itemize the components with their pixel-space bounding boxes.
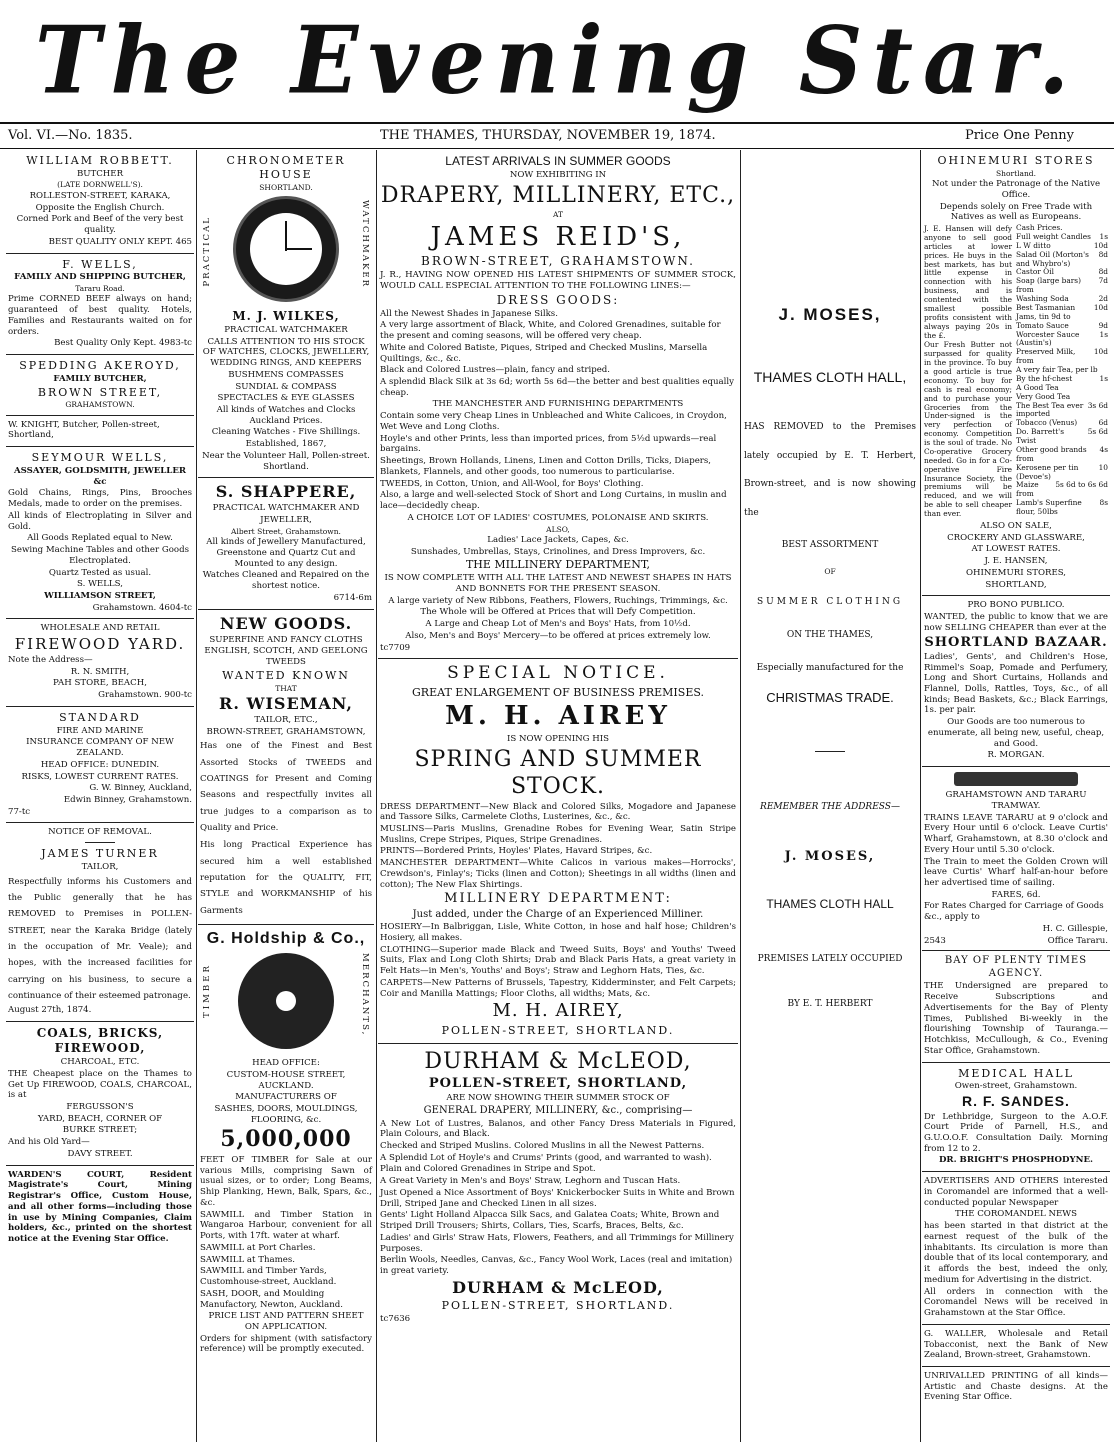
price-row: A Good Tea: [1016, 382, 1059, 392]
ad-coromandel-news: ADVERTISERS AND OTHERS interested in Coromandel are informed that a well-conducted popular Newspaper THE COROMANDEL NEWS has been started in that district at the earnest request of the bulk of the inhabitants. Its circulation is more than double that of its local contemporary, and it affords the best, indeed the only, medium for Advertising in the district. All orders in connection with the Coromandel News will be received in Grahamstown at the Star Office.: [922, 1172, 1110, 1325]
ad-printing: UNRIVALLED PRINTING of all kinds—Artistic and Chaste designs. At the Evening Star Office.: [924, 1370, 1108, 1403]
price-list: [1016, 224, 1108, 520]
price-row: Very Good Tea: [1016, 391, 1071, 401]
tram-icon: [954, 772, 1078, 786]
price-row: Full weight Candles 1s: [1016, 231, 1108, 241]
price-row: L W ditto 10d: [1016, 240, 1108, 250]
price-row: Lamb's Superfine flour, 50lbs 8s: [1016, 498, 1108, 517]
ad-fergusson-coals: COALS, BRICKS, FIREWOOD, CHARCOAL, ETC. THE Cheapest place on the Thames to Get Up FIREWOOD, COALS, CHARCOAL, is at FERGUSSON'S YARD, BEACH, CORNER OF BURKE STREET; And his Old Yard— DAVY STREET.: [6, 1022, 194, 1166]
price: Price One Penny: [964, 128, 1074, 143]
price-row: Cash Prices.: [1016, 223, 1063, 233]
ad-wiseman-tailor: NEW GOODS. SUPERFINE AND FANCY CLOTHS ENGLISH, SCOTCH, AND GEELONG TWEEDS WANTED KNOWN THAT R. WISEMAN, TAILOR, ETC., BROWN-STREET, GRAHAMSTOWN, Has one of the Finest and Best Assorted Stocks of TWEEDS and COATINGS for Present and Coming Seasons and respectfully invites all true judges to a comparison as to Quality and Price. His long Practical Experience has secured him a well established reputation for the QUALITY, FIT, STYLE and WORKMANSHIP of his Garments: [198, 610, 374, 925]
ad-shappere: S. SHAPPERE, PRACTICAL WATCHMAKER AND JEWELLER, Albert Street, Grahamstown. All kinds of Jewellery Manufactured, Greenstone and Quartz Cut and Mounted to any design. Watches Cleaned and Repaired on the shortest notice. 6714-6m: [198, 478, 374, 609]
price-row: Tomato Sauce 9d: [1016, 320, 1108, 330]
clock-icon: [233, 196, 339, 302]
column-1: [6, 150, 194, 1442]
column-5: [922, 150, 1110, 1442]
ad-turner-tailor: NOTICE OF REMOVAL. JAMES TURNER TAILOR, Respectfully informs his Customers and the Public generally that he has REMOVED to Premises in POLLEN-STREET, near the Karaka Bridge (lately in the occupation of Mr. Veale); and hopes, with the increased facilities for carrying on his business, to secure a continuance of their esteemed patronage. August 27th, 1874.: [6, 823, 194, 1022]
ad-waller-tobacconist: G. WALLER, Wholesale and Retail Tobacconist, next the Bank of New Zealand, Brown-street, Grahamstown.: [922, 1325, 1110, 1367]
ad-shortland-bazaar: PRO BONO PUBLICO. WANTED, the public to know that we are now SELLING CHEAPER than ever at the SHORTLAND BAZAAR. Ladies', Gents', and Children's Hose, Rimmel's Soap, Pomade and Perfumery, Long and Short Curtains, Hollands and Flannel, Dolls, Rattles, Toys, &c., of all kinds; Bead Baskets, &c.; Black Earrings, 1s. per pair. Our Goods are too numerous to enumerate, all being new, useful, cheap, and Good. R. MORGAN.: [922, 596, 1110, 767]
price-row: The Best Tea ever imported 3s 6d: [1016, 400, 1108, 419]
ad-standard-insurance: STANDARD FIRE AND MARINE INSURANCE COMPANY OF NEW ZEALAND. HEAD OFFICE: DUNEDIN. RISKS, LOWEST CURRENT RATES. G. W. Binney, Auckland, Edwin Binney, Grahamstown. 77-tc: [6, 707, 194, 824]
masthead-title: The Evening Star.: [35, 5, 1079, 115]
ad-airey: SPECIAL NOTICE. GREAT ENLARGEMENT OF BUSINESS PREMISES. M. H. AIREY IS NOW OPENING HIS SPRING AND SUMMER STOCK. DRESS DEPARTMENT—New Black and Colored Silks, Mogadore and Japanese and Tassore Silks, Carmelete Cloths, Lusterines, &c., &c. MUSLINS—Paris Muslins, Grenadine Robes for Evening Wear, Satin Stripe Muslins, Crepe Stripes, Piques, Stripe Grenadines. PRINTS—Bordered Prints, Hoyles' Plates, Havard Stripes, &c. MANCHESTER DEPARTMENT—White Calicos in various makes—Horrocks', Crewdson's, Finlay's; Ticks (linen and Cotton); Sheetings in all widths (linen and cotton); The New Flax Shirtings. MILLINERY DEPARTMENT: Just added, under the Charge of an Experienced Milliner. HOSIERY—In Balbriggan, Lisle, White Cotton, in hose and half hose; Children's Hosiery, all makes. CLOTHING—Superior made Black and Tweed Suits, Boys' and Youths' Tweed Suits, Flax and Long Cloth Shirts; Drab and Black Paris Hats, a great variety in Felt Hats—in Men's, Youths' and Boys'; Straw and Leghorn Hats, Ties, &c. CARPETS—New Patterns of Brussels, Tapestry, Kidderminster, and Felt Carpets; Coir and Manilla Mattings; Floor Cloths, all widths; Mats, &c. M. H. AIREY, POLLEN-STREET, SHORTLAND.: [378, 659, 738, 1043]
ad-akeroyd: SPEDDING AKEROYD, FAMILY BUTCHER, BROWN STREET, GRAHAMSTOWN.: [6, 355, 194, 416]
ad-tramway: GRAHAMSTOWN AND TARARU TRAMWAY. TRAINS LEAVE TARARU at 9 o'clock and Every Hour until 6 o'clock. Leave Curtis' Wharf, Grahamstown, at 8.30 o'clock and Every Hour until 5.30 o'clock. The Train to meet the Golden Crown will leave Curtis' Wharf half-an-hour before her advertised time of sailing. FARES, 6d. For Rates Charged for Carriage of Goods &c., apply to H. C. Gillespie, 2543 Office Tararu.: [922, 767, 1110, 951]
price-row: Washing Soda 2d: [1016, 294, 1108, 304]
ad-wilkes-watchmaker: CHRONOMETER HOUSE SHORTLAND. PRACTICAL WATCHMAKER M. J. WILKES, PRACTICAL WATCHMAKER CALLS ATTENTION TO HIS STOCK OF WATCHES, CLOCKS, JEWELLERY, WEDDING RINGS, AND KEEPERS BUSHMENS COMPASSES SUNDIAL & COMPASS SPECTACLES & EYE GLASSES All kinds of Watches and Clocks Auckland Prices. Cleaning Watches - Five Shillings. Established, 1867, Near the Volunteer Hall, Pollen-street. Shortland.: [198, 150, 374, 478]
column-3: [378, 150, 738, 1442]
ad-seymour-wells: SEYMOUR WELLS, ASSAYER, GOLDSMITH, JEWELLER &c Gold Chains, Rings, Pins, Brooches Medals, made to order on the premises. All kinds of Electroplating in Silver and Gold. All Goods Replated equal to New. Sewing Machine Tables and other Goods Electroplated. Quartz Tested as usual. S. WELLS, WILLIAMSON STREET, Grahamstown. 4604-tc: [6, 447, 194, 619]
ad-wardens-court: WARDEN'S COURT, Resident Magistrate's Court, Mining Registrar's Office, Custom House, and all other forms—including those in use by Mining Companies, Claim holders, &c., printed on the shortest notice at the Evening Star Office.: [8, 1169, 192, 1245]
price-row: A very fair Tea, per lb: [1016, 365, 1098, 375]
ad-firewood-yard: WHOLESALE AND RETAIL FIREWOOD YARD. Note the Address— R. N. SMITH, PAH STORE, BEACH, Grahamstown. 900-tc: [6, 619, 194, 706]
price-row: Maize from 5s 6d to 6s 6d: [1016, 480, 1108, 499]
ad-moses-cloth-hall: J. MOSES, THAMES CLOTH HALL, HAS REMOVED to the Premises lately occupied by E. T. Herbert, Brown-street, and is now showing the BEST ASSORTMENT OF SUMMER CLOTHING ON THE THAMES, Especially manufactured for the CHRISTMAS TRADE. REMEMBER THE ADDRESS— J. MOSES, THAMES CLOTH HALL PREMISES LATELY OCCUPIED BY E. T. HERBERT: [744, 305, 916, 1010]
price-row: Worcester Sauce (Austin's) 1s: [1016, 329, 1108, 348]
price-row: Best Tasmanian Jams, tin 9d to 10d: [1016, 302, 1108, 321]
price-row: By the hf-chest 1s: [1016, 373, 1108, 383]
ad-ohinemuri-stores: OHINEMURI STORES Shortland. Not under the Patronage of the Native Office. Depends solely on Free Trade with Natives as well as Europeans. J. E. Hansen will defy anyone to sell good articles at lower prices. He buys in the best markets, has but little expense in connection with his business, and is contented with the smallest possible profits consistent with always paying 20s in the £. Our Fresh Butter not surpassed for quality in the province. To buy a good article is true economy. To buy for cash is real economy; and to purchase your Groceries from the Under-signed is the very perfection of economy. Competition is the soul of trade. No Co-operative Grocery needed. Go in for a Co-operative Fire Insurance Society, the premiums will be reduced, and we will be able to sell cheaper than ever. Cash Prices. Full weight Candles 1s L W ditto 10d Salad Oil (Morton's and Whybro's) 8d Castor Oil 8d Soap (large bars) from 7d Washing Soda 2d Best Tasmanian Jams, tin 9d to 10d Tomato Sauce 9d Worcester Sauce (Austin's) 1s Preserved Milk, from 10d A very fair Tea, per lb By the hf-chest 1s A Good Tea Very Good Tea The Best Tea ever imported 3s 6d Tobacco (Venus) 6d Do. Barrett's Twist 5s 6d Other good brands from 4s Kerosene per tin (Devoe's) 10 Maize from 5s 6d to 6s 6d Lamb's Superfine flour, 50lbs 8s ALSO ON SALE, CROCKERY AND GLASSWARE, AT LOWEST RATES. J. E. HANSEN, OHINEMURI STORES, SHORTLAND,: [922, 150, 1110, 596]
ad-james-reid: LATEST ARRIVALS IN SUMMER GOODS NOW EXHIBITING IN DRAPERY, MILLINERY, ETC., AT JAMES REID'S, BROWN-STREET, GRAHAMSTOWN. J. R., HAVING NOW OPENED HIS LATEST SHIPMENTS OF SUMMER STOCK, WOULD CALL ESPECIAL ATTENTION TO THE FOLLOWING LINES:— DRESS GOODS: All the Newest Shades in Japanese Silks. A very large assortment of Black, White, and Colored Grenadines, suitable for the present and coming seasons, will be offered very cheap. White and Colored Batiste, Piques, Striped and Checked Muslins, Marsella Quiltings, &c., &c. Black and Colored Lustres—plain, fancy and striped. A splendid Black Silk at 3s 6d; worth 5s 6d—the better and best qualities equally cheap. THE MANCHESTER AND FURNISHING DEPARTMENTS Contain some very Cheap Lines in Unbleached and White Calicoes, in Croydon, Wet Weve and Long Cloths. Hoyle's and other Prints, less than imported prices, from 5½d upwards—real bargains. Sheetings, Brown Hollands, Linens, Linen and Cotton Drills, Ticks, Diapers, Blankets, Flannels, and other goods, too numerous to particularise. TWEEDS, in Cotton, Union, and All-Wool, for Boys' Clothing. Also, a large and well-selected Stock of Short and Long Curtains, in muslin and lace—decidedly cheap. A CHOICE LOT OF LADIES' COSTUMES, POLONAISE AND SKIRTS. ALSO, Ladies' Lace Jackets, Capes, &c. Sunshades, Umbrellas, Stays, Crinolines, and Dress Improvers, &c. THE MILLINERY DEPARTMENT, IS NOW COMPLETE WITH ALL THE LATEST AND NEWEST SHAPES IN HATS AND BONNETS FOR THE PRESENT SEASON. A large variety of New Ribbons, Feathers, Flowers, Ruchings, Trimmings, &c. The Whole will be Offered at Prices that will Defy Competition. A Large and Cheap Lot of Men's and Boys' Hats, from 10½d. Also, Men's and Boys' Mercery—to be offered at prices extremely low. tc7709: [378, 150, 738, 659]
volume-number: Vol. VI.—No. 1835.: [8, 128, 133, 143]
place-date: THE THAMES, THURSDAY, NOVEMBER 19, 1874.: [380, 128, 716, 143]
price-row: Preserved Milk, from 10d: [1016, 347, 1108, 366]
ad-wells-butcher: F. WELLS, FAMILY AND SHIPPING BUTCHER, Tararu Road. Prime CORNED BEEF always on hand; guaranteed of best quality. Hotels, Families and Restaurants waited on for orders. Best Quality Only Kept. 4983-tc: [6, 254, 194, 356]
ad-bay-of-plenty-times: BAY OF PLENTY TIMES AGENCY. THE Undersigned are prepared to Receive Subscriptions and Advertisements for the Bay of Plenty Times, Published Bi-weekly in the flourishing Township of Tauranga.—Hotchkiss, McCullough, & Co., Evening Star Office, Grahamstown.: [922, 951, 1110, 1062]
masthead: [0, 0, 1114, 120]
price-row: Do. Barrett's Twist 5s 6d: [1016, 427, 1108, 446]
ad-durham-mcleod: DURHAM & McLEOD, POLLEN-STREET, SHORTLAND, ARE NOW SHOWING THEIR SUMMER STOCK OF GENERAL DRAPERY, MILLINERY, &c., comprising— A New Lot of Lustres, Balanos, and other Fancy Dress Materials in Figured, Plain Colours, and Black. Checked and Striped Muslins. Colored Muslins in all the Newest Patterns. A Splendid Lot of Hoyle's and Crums' Prints (good, and warranted to wash). Plain and Colored Grenadines in Stripe and Spot. A Great Variety in Men's and Boys' Straw, Leghorn and Tuscan Hats. Just Opened a Nice Assortment of Boys' Knickerbocker Suits in White and Brown Drill, Striped Jane and Checked Linen in all sizes. Gents' Light Holland Alpacca Silk Sacs, and Galatea Coats; White, Brown and Striped Drill Trousers; Shirts, Collars, Ties, Scarfs, Braces, Belts, &c. Ladies' and Girls' Straw Hats, Flowers, Feathers, and all Trimmings for Millinery Purposes. Berlin Wools, Needles, Canvas, &c., Fancy Wool Work, Laces (real and imitation) in great variety. DURHAM & McLEOD, POLLEN-STREET, SHORTLAND. tc7636: [380, 1048, 736, 1324]
ad-robbett: WILLIAM ROBBETT. BUTCHER (LATE DORNWELL'S). ROLLESTON-STREET, KARAKA, Opposite the English Church. Corned Pork and Beef of the very best quality. BEST QUALITY ONLY KEPT. 465: [6, 150, 194, 254]
price-row: Castor Oil 8d: [1016, 267, 1108, 277]
column-4: [742, 150, 918, 1442]
price-row: Tobacco (Venus) 6d: [1016, 418, 1108, 428]
ad-knight: W. KNIGHT, Butcher, Pollen-street, Shortland,: [6, 416, 194, 447]
ad-medical-hall: MEDICAL HALL Owen-street, Grahamstown. R. F. SANDES. Dr Lethbridge, Surgeon to the A.O.F. Court Pride of Parnell, H.S., and G.U.O.O.F. Consultation Daily. Morning from 12 to 2. DR. BRIGHT'S PHOSPHODYNE.: [922, 1063, 1110, 1173]
price-row: Salad Oil (Morton's and Whybro's) 8d: [1016, 249, 1108, 268]
ad-holdship-timber: G. Holdship & Co., TIMBER MERCHANTS, HEAD OFFICE: CUSTOM-HOUSE STREET, AUCKLAND. MANUFACTURERS OF SASHES, DOORS, MOULDINGS, FLOORING, &c. 5,000,000 FEET OF TIMBER for Sale at our various Mills, comprising Sawn of usual sizes, or to order; Long Beams, Ship Planking, Hewn, Balk, Spars, &c., &c. SAWMILL and Timber Station in Wangaroa Harbour, convenient for all Ports, with 17ft. water at wharf. SAWMILL at Port Charles. SAWMILL at Thames. SAWMILL and Timber Yards, Customhouse-street, Auckland. SASH, DOOR, and Moulding Manufactory, Newton, Auckland. PRICE LIST AND PATTERN SHEET ON APPLICATION. Orders for shipment (with satisfactory reference) will be promptly executed.: [200, 930, 372, 1355]
column-2: [198, 150, 374, 1442]
saw-blade-icon: [238, 953, 334, 1049]
price-row: Other good brands from 4s: [1016, 444, 1108, 463]
price-row: Kerosene per tin (Devoe's) 10: [1016, 462, 1108, 481]
dateline: [0, 122, 1114, 149]
price-row: Soap (large bars) from 7d: [1016, 276, 1108, 295]
